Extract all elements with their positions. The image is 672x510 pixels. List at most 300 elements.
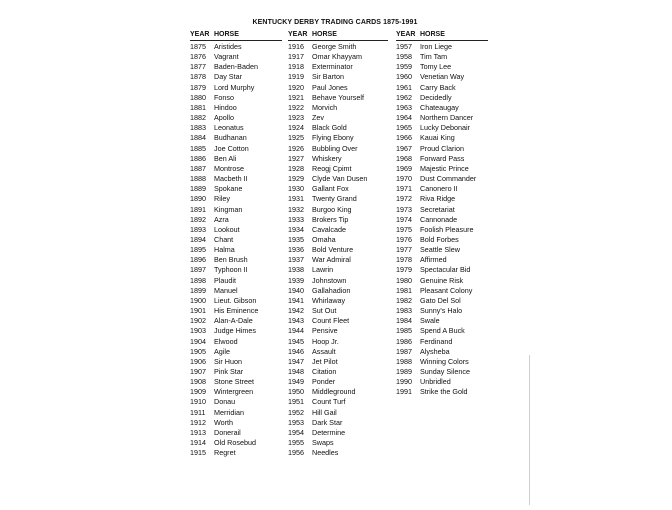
year-cell: 1882 bbox=[190, 113, 206, 123]
year-cell: 1891 bbox=[190, 204, 206, 214]
table-row bbox=[288, 52, 388, 62]
year-cell: 1978 bbox=[396, 255, 412, 265]
horse-cell: Plaudit bbox=[214, 275, 236, 285]
table-row bbox=[396, 326, 488, 336]
horse-cell: George Smith bbox=[312, 42, 357, 51]
year-cell: 1938 bbox=[288, 265, 304, 275]
table-row bbox=[190, 72, 282, 82]
horse-cell: Affirmed bbox=[420, 255, 447, 265]
table-row bbox=[396, 113, 488, 123]
table-row bbox=[396, 377, 488, 387]
year-cell: 1940 bbox=[288, 285, 304, 295]
year-cell: 1894 bbox=[190, 234, 206, 244]
year-cell: 1887 bbox=[190, 163, 206, 173]
table-row bbox=[288, 235, 388, 245]
horse-cell: Jet Pilot bbox=[312, 356, 338, 366]
table-row bbox=[288, 225, 388, 235]
year-cell: 1890 bbox=[190, 194, 206, 204]
table-row bbox=[190, 83, 282, 93]
horse-cell: Chant bbox=[214, 234, 234, 244]
horse-cell: Kingman bbox=[214, 204, 243, 214]
year-cell: 1976 bbox=[396, 234, 412, 244]
table-row bbox=[396, 245, 488, 255]
year-cell: 1951 bbox=[288, 397, 304, 407]
table-row bbox=[396, 42, 488, 52]
page-edge-line bbox=[529, 355, 530, 505]
year-cell: 1927 bbox=[288, 153, 304, 163]
horse-cell: Wintergreen bbox=[214, 387, 254, 397]
year-cell: 1939 bbox=[288, 275, 304, 285]
year-header: YEAR bbox=[396, 31, 416, 38]
year-cell: 1883 bbox=[190, 123, 206, 133]
horse-cell: Clyde Van Dusen bbox=[312, 174, 368, 184]
year-cell: 1971 bbox=[396, 184, 412, 194]
horse-cell: Forward Pass bbox=[420, 153, 465, 163]
table-row bbox=[190, 225, 282, 235]
table-row bbox=[396, 276, 488, 286]
table-row bbox=[288, 154, 388, 164]
year-cell: 1879 bbox=[190, 82, 206, 92]
year-cell: 1990 bbox=[396, 377, 412, 387]
table-row bbox=[396, 52, 488, 62]
table-row bbox=[288, 205, 388, 215]
table-row bbox=[190, 123, 282, 133]
year-cell: 1889 bbox=[190, 184, 206, 194]
year-cell: 1959 bbox=[396, 62, 412, 72]
table-row bbox=[396, 296, 488, 306]
year-cell: 1950 bbox=[288, 387, 304, 397]
horse-cell: Lawrin bbox=[312, 265, 334, 275]
year-cell: 1909 bbox=[190, 387, 206, 397]
horse-cell: Joe Cotton bbox=[214, 143, 249, 153]
table-row bbox=[288, 286, 388, 296]
table-row bbox=[288, 255, 388, 265]
horse-cell: Iron Liege bbox=[420, 42, 452, 51]
table-row bbox=[190, 144, 282, 154]
table-row bbox=[396, 144, 488, 154]
year-cell: 1921 bbox=[288, 92, 304, 102]
horse-cell: Swale bbox=[420, 316, 440, 326]
column-header bbox=[396, 31, 488, 39]
year-cell: 1904 bbox=[190, 336, 206, 346]
horse-cell: Spend A Buck bbox=[420, 326, 465, 336]
year-cell: 1932 bbox=[288, 204, 304, 214]
horse-cell: Johnstown bbox=[312, 275, 347, 285]
year-cell: 1963 bbox=[396, 102, 412, 112]
table-row bbox=[190, 306, 282, 316]
table-row bbox=[288, 377, 388, 387]
table-row bbox=[288, 103, 388, 113]
horse-cell: Secretariat bbox=[420, 204, 455, 214]
table-row bbox=[288, 326, 388, 336]
column-header bbox=[288, 31, 388, 39]
table-row bbox=[288, 337, 388, 347]
year-cell: 1946 bbox=[288, 346, 304, 356]
year-cell: 1888 bbox=[190, 174, 206, 184]
year-cell: 1916 bbox=[288, 42, 304, 51]
horse-cell: Bubbling Over bbox=[312, 143, 358, 153]
year-cell: 1935 bbox=[288, 234, 304, 244]
horse-cell: Count Turf bbox=[312, 397, 346, 407]
table-row bbox=[396, 316, 488, 326]
year-cell: 1987 bbox=[396, 346, 412, 356]
horse-cell: Omar Khayyam bbox=[312, 52, 362, 62]
horse-cell: Paul Jones bbox=[312, 82, 348, 92]
horse-cell: Seattle Slew bbox=[420, 245, 460, 255]
table-row bbox=[190, 205, 282, 215]
year-cell: 1952 bbox=[288, 407, 304, 417]
horse-cell: Determine bbox=[312, 427, 346, 437]
horse-cell: War Admiral bbox=[312, 255, 351, 265]
year-cell: 1960 bbox=[396, 72, 412, 82]
horse-cell: Behave Yourself bbox=[312, 92, 364, 102]
year-cell: 1944 bbox=[288, 326, 304, 336]
table-row bbox=[190, 367, 282, 377]
year-cell: 1966 bbox=[396, 133, 412, 143]
horse-cell: Ponder bbox=[312, 377, 336, 387]
table-row bbox=[190, 113, 282, 123]
page-title: KENTUCKY DERBY TRADING CARDS 1875-1991 bbox=[252, 19, 418, 26]
horse-cell: Gallahadion bbox=[312, 285, 351, 295]
horse-cell: Apollo bbox=[214, 113, 234, 123]
table-row bbox=[190, 174, 282, 184]
year-cell: 1967 bbox=[396, 143, 412, 153]
year-cell: 1973 bbox=[396, 204, 412, 214]
horse-cell: Middleground bbox=[312, 387, 356, 397]
year-cell: 1899 bbox=[190, 285, 206, 295]
horse-cell: Azra bbox=[214, 214, 229, 224]
table-row bbox=[190, 377, 282, 387]
table-row bbox=[396, 133, 488, 143]
horse-cell: Tomy Lee bbox=[420, 62, 452, 72]
year-cell: 1958 bbox=[396, 52, 412, 62]
table-row bbox=[190, 286, 282, 296]
horse-cell: Macbeth II bbox=[214, 174, 248, 184]
horse-cell: Old Rosebud bbox=[214, 438, 256, 448]
year-cell: 1991 bbox=[396, 387, 412, 397]
horse-cell: Chateaugay bbox=[420, 102, 459, 112]
year-cell: 1989 bbox=[396, 367, 412, 376]
table-row bbox=[288, 93, 388, 103]
horse-cell: Sir Barton bbox=[312, 72, 344, 82]
table-row bbox=[190, 408, 282, 418]
table-row bbox=[288, 408, 388, 418]
horse-header: HORSE bbox=[312, 31, 337, 38]
table-row bbox=[288, 42, 388, 52]
table-row bbox=[190, 164, 282, 174]
table-row bbox=[288, 144, 388, 154]
table-row bbox=[190, 235, 282, 245]
year-cell: 1876 bbox=[190, 52, 206, 62]
trading-card-list bbox=[180, 14, 480, 504]
horse-cell: Spectacular Bid bbox=[420, 265, 471, 275]
table-row bbox=[190, 255, 282, 265]
table-row bbox=[190, 154, 282, 164]
horse-cell: Venetian Way bbox=[420, 72, 465, 82]
horse-cell: Zev bbox=[312, 113, 324, 123]
year-cell: 1981 bbox=[396, 285, 412, 295]
horse-cell: Decidedly bbox=[420, 92, 452, 102]
table-row bbox=[396, 306, 488, 316]
table-row bbox=[190, 42, 282, 52]
horse-cell: Ferdinand bbox=[420, 336, 453, 346]
horse-cell: Count Fleet bbox=[312, 316, 350, 326]
horse-cell: Swaps bbox=[312, 438, 334, 448]
horse-cell: Cannonade bbox=[420, 214, 458, 224]
year-cell: 1917 bbox=[288, 52, 304, 62]
horse-header: HORSE bbox=[420, 31, 445, 38]
horse-cell: Needles bbox=[312, 448, 339, 458]
year-cell: 1923 bbox=[288, 113, 304, 123]
rows bbox=[190, 42, 282, 458]
year-cell: 1968 bbox=[396, 153, 412, 163]
year-cell: 1918 bbox=[288, 62, 304, 72]
year-cell: 1902 bbox=[190, 316, 206, 326]
rows bbox=[288, 42, 388, 458]
header-rule bbox=[288, 40, 388, 41]
year-cell: 1943 bbox=[288, 316, 304, 326]
year-cell: 1892 bbox=[190, 214, 206, 224]
horse-cell: Lookout bbox=[214, 224, 240, 234]
year-cell: 1964 bbox=[396, 113, 412, 123]
table-row bbox=[288, 397, 388, 407]
year-cell: 1965 bbox=[396, 123, 412, 133]
horse-cell: Judge Himes bbox=[214, 326, 256, 336]
horse-cell: Alysheba bbox=[420, 346, 450, 356]
horse-cell: Whiskery bbox=[312, 153, 342, 163]
year-cell: 1893 bbox=[190, 224, 206, 234]
year-cell: 1930 bbox=[288, 184, 304, 194]
horse-cell: Majestic Prince bbox=[420, 163, 469, 173]
horse-cell: His Eminence bbox=[214, 306, 259, 316]
year-cell: 1961 bbox=[396, 82, 412, 92]
year-header: YEAR bbox=[288, 31, 308, 38]
year-cell: 1949 bbox=[288, 377, 304, 387]
table-row bbox=[396, 194, 488, 204]
horse-cell: Hoop Jr. bbox=[312, 336, 339, 346]
year-cell: 1911 bbox=[190, 407, 206, 417]
horse-cell: Donerail bbox=[214, 427, 241, 437]
year-cell: 1941 bbox=[288, 295, 304, 305]
table-row bbox=[190, 357, 282, 367]
year-cell: 1905 bbox=[190, 346, 206, 356]
column-header bbox=[190, 31, 282, 39]
horse-cell: Twenty Grand bbox=[312, 194, 357, 204]
horse-cell: Montrose bbox=[214, 163, 244, 173]
horse-cell: Morvich bbox=[312, 102, 338, 112]
year-cell: 1886 bbox=[190, 153, 206, 163]
year-cell: 1925 bbox=[288, 133, 304, 143]
table-row bbox=[288, 296, 388, 306]
year-cell: 1912 bbox=[190, 417, 206, 427]
year-cell: 1898 bbox=[190, 275, 206, 285]
horse-cell: Sut Out bbox=[312, 306, 337, 316]
year-cell: 1919 bbox=[288, 72, 304, 82]
year-cell: 1945 bbox=[288, 336, 304, 346]
table-row bbox=[288, 448, 388, 458]
year-cell: 1877 bbox=[190, 62, 206, 72]
column-1 bbox=[190, 31, 282, 458]
table-row bbox=[190, 428, 282, 438]
table-row bbox=[396, 83, 488, 93]
year-cell: 1908 bbox=[190, 377, 206, 387]
table-row bbox=[396, 367, 488, 377]
horse-cell: Proud Clarion bbox=[420, 143, 464, 153]
table-row bbox=[190, 184, 282, 194]
table-row bbox=[288, 265, 388, 275]
horse-cell: Omaha bbox=[312, 234, 336, 244]
horse-cell: Merridian bbox=[214, 407, 244, 417]
table-row bbox=[190, 276, 282, 286]
table-row bbox=[396, 357, 488, 367]
table-row bbox=[396, 164, 488, 174]
year-cell: 1913 bbox=[190, 427, 206, 437]
year-cell: 1920 bbox=[288, 82, 304, 92]
horse-header: HORSE bbox=[214, 31, 239, 38]
horse-cell: Northern Dancer bbox=[420, 113, 474, 123]
horse-cell: Hindoo bbox=[214, 102, 237, 112]
year-cell: 1914 bbox=[190, 438, 206, 448]
horse-cell: Genuine Risk bbox=[420, 275, 464, 285]
horse-cell: Aristides bbox=[214, 42, 242, 51]
horse-cell: Day Star bbox=[214, 72, 242, 82]
year-cell: 1881 bbox=[190, 102, 206, 112]
horse-cell: Sunday Silence bbox=[420, 367, 470, 376]
table-row bbox=[190, 52, 282, 62]
table-row bbox=[288, 113, 388, 123]
year-cell: 1953 bbox=[288, 417, 304, 427]
table-row bbox=[190, 93, 282, 103]
table-row bbox=[288, 347, 388, 357]
horse-cell: Flying Ebony bbox=[312, 133, 354, 143]
table-row bbox=[190, 316, 282, 326]
table-row bbox=[288, 133, 388, 143]
table-row bbox=[396, 72, 488, 82]
horse-cell: Worth bbox=[214, 417, 234, 427]
table-row bbox=[288, 316, 388, 326]
table-row bbox=[288, 276, 388, 286]
table-row bbox=[396, 103, 488, 113]
year-cell: 1915 bbox=[190, 448, 206, 458]
year-cell: 1980 bbox=[396, 275, 412, 285]
table-row bbox=[190, 215, 282, 225]
horse-cell: Manuel bbox=[214, 285, 238, 295]
horse-cell: Ben Ali bbox=[214, 153, 237, 163]
horse-cell: Alan-A-Dale bbox=[214, 316, 253, 326]
horse-cell: Lord Murphy bbox=[214, 82, 255, 92]
table-row bbox=[190, 418, 282, 428]
horse-cell: Strike the Gold bbox=[420, 387, 468, 397]
year-cell: 1984 bbox=[396, 316, 412, 326]
horse-cell: Tim Tam bbox=[420, 52, 448, 62]
table-row bbox=[190, 337, 282, 347]
year-cell: 1906 bbox=[190, 356, 206, 366]
table-row bbox=[190, 103, 282, 113]
year-cell: 1884 bbox=[190, 133, 206, 143]
table-row bbox=[288, 428, 388, 438]
horse-cell: Whirlaway bbox=[312, 295, 346, 305]
horse-cell: Burgoo King bbox=[312, 204, 352, 214]
year-cell: 1903 bbox=[190, 326, 206, 336]
table-row bbox=[190, 347, 282, 357]
table-row bbox=[396, 174, 488, 184]
table-row bbox=[190, 245, 282, 255]
year-cell: 1926 bbox=[288, 143, 304, 153]
year-cell: 1957 bbox=[396, 42, 412, 51]
horse-cell: Lieut. Gibson bbox=[214, 295, 257, 305]
year-cell: 1880 bbox=[190, 92, 206, 102]
table-row bbox=[288, 184, 388, 194]
horse-cell: Fonso bbox=[214, 92, 234, 102]
horse-cell: Budhanan bbox=[214, 133, 247, 143]
year-cell: 1985 bbox=[396, 326, 412, 336]
table-row bbox=[190, 62, 282, 72]
horse-cell: Vagrant bbox=[214, 52, 239, 62]
table-row bbox=[288, 164, 388, 174]
rows bbox=[396, 42, 488, 397]
year-cell: 1897 bbox=[190, 265, 206, 275]
table-row bbox=[396, 225, 488, 235]
year-cell: 1948 bbox=[288, 367, 304, 376]
year-cell: 1936 bbox=[288, 245, 304, 255]
table-row bbox=[190, 133, 282, 143]
year-cell: 1974 bbox=[396, 214, 412, 224]
header-rule bbox=[190, 40, 282, 41]
table-row bbox=[288, 62, 388, 72]
horse-cell: Bold Venture bbox=[312, 245, 354, 255]
year-cell: 1955 bbox=[288, 438, 304, 448]
table-row bbox=[288, 215, 388, 225]
horse-cell: Spokane bbox=[214, 184, 243, 194]
table-row bbox=[396, 215, 488, 225]
table-row bbox=[288, 418, 388, 428]
year-cell: 1929 bbox=[288, 174, 304, 184]
year-cell: 1896 bbox=[190, 255, 206, 265]
year-cell: 1878 bbox=[190, 72, 206, 82]
year-cell: 1983 bbox=[396, 306, 412, 316]
horse-cell: Elwood bbox=[214, 336, 238, 346]
year-cell: 1962 bbox=[396, 92, 412, 102]
year-cell: 1924 bbox=[288, 123, 304, 133]
year-cell: 1988 bbox=[396, 356, 412, 366]
table-row bbox=[396, 93, 488, 103]
horse-cell: Regret bbox=[214, 448, 236, 458]
horse-cell: Sir Huon bbox=[214, 356, 242, 366]
horse-cell: Riva Ridge bbox=[420, 194, 456, 204]
horse-cell: Cavalcade bbox=[312, 224, 346, 234]
horse-cell: Citation bbox=[312, 367, 337, 376]
year-header: YEAR bbox=[190, 31, 210, 38]
horse-cell: Riley bbox=[214, 194, 230, 204]
table-row bbox=[396, 265, 488, 275]
horse-cell: Pink Star bbox=[214, 367, 244, 376]
table-row bbox=[190, 438, 282, 448]
horse-cell: Sunny's Halo bbox=[420, 306, 463, 316]
table-row bbox=[396, 286, 488, 296]
horse-cell: Winning Colors bbox=[420, 356, 469, 366]
horse-cell: Dust Commander bbox=[420, 174, 477, 184]
horse-cell: Unbridled bbox=[420, 377, 451, 387]
year-cell: 1942 bbox=[288, 306, 304, 316]
horse-cell: Stone Street bbox=[214, 377, 254, 387]
horse-cell: Canonero II bbox=[420, 184, 458, 194]
table-row bbox=[396, 255, 488, 265]
year-cell: 1977 bbox=[396, 245, 412, 255]
horse-cell: Carry Back bbox=[420, 82, 456, 92]
year-cell: 1931 bbox=[288, 194, 304, 204]
year-cell: 1970 bbox=[396, 174, 412, 184]
table-row bbox=[288, 194, 388, 204]
